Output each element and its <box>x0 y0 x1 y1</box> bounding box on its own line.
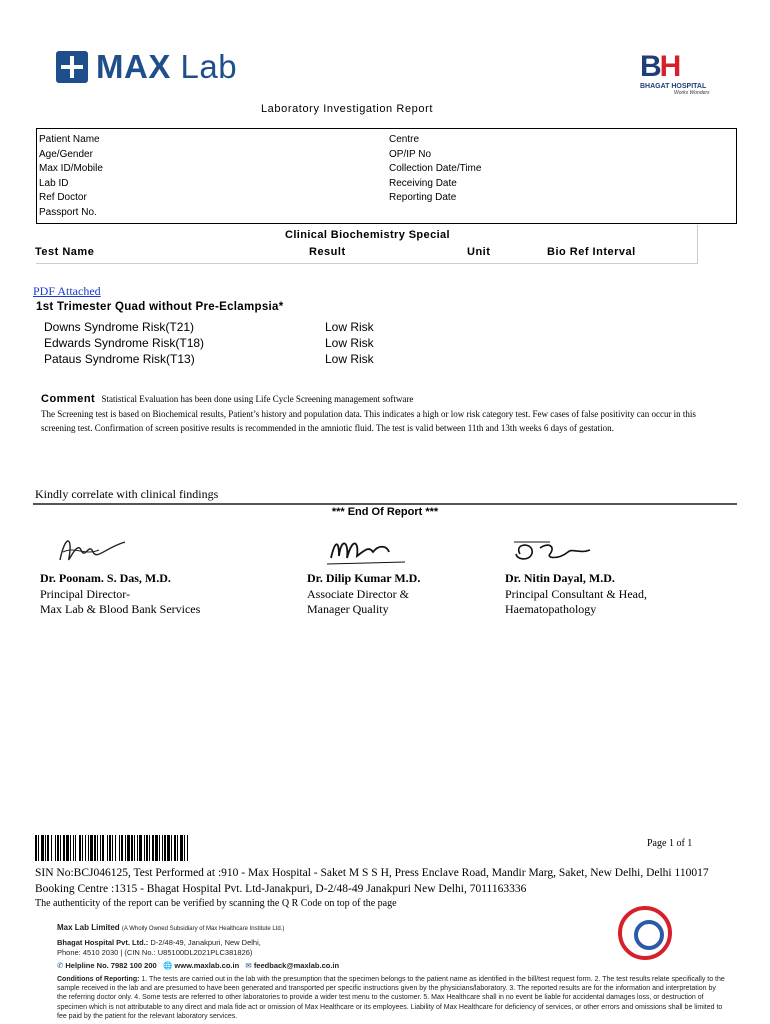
result-value: Low Risk <box>325 352 374 366</box>
patient-fields-right <box>389 133 481 206</box>
comment-text: Statistical Evaluation has been done using Life Cycle Screening management software <box>101 394 414 404</box>
signatory-name: Dr. Dilip Kumar M.D. <box>307 571 421 585</box>
pdf-attached-link[interactable]: PDF Attached <box>33 284 101 298</box>
header-ref-interval: Bio Ref Interval <box>547 246 636 258</box>
conditions-text: 1. The tests are carried out in the lab with the presumption that the specimen belongs to the patient name as identified in the bill/test request form. 2. The test results relate specifically to the sample received in the lab and are presumed to have been generated and transported per specific instructions given by the physicians/laboratory. 3. The reported results are for the information and interpretation by the referring doctor only. 4. Some tests are referred to other laboratories to provide a wider test menu to the customer. 5. Max Healthcare shall in no event be liable for accidental damages loss, or destruction of specimen which is not attributable to any direct and mala fide act or omission of Max Healthcare or its employees. Liability of Max Healthcare for deficiency of services, or other errors and omissions shall be limited to fee paid by the patient for the relevant laboratory services. <box>57 976 725 1020</box>
barcode-bar <box>188 835 189 861</box>
signature-image <box>510 536 600 568</box>
logo-letter-h: H <box>659 50 680 83</box>
field-label: Ref Doctor <box>39 192 87 204</box>
result-value: Low Risk <box>325 320 374 334</box>
comment <box>41 393 413 405</box>
sample-info <box>35 865 709 897</box>
signatory-title: Principal Director- <box>40 586 131 601</box>
max-cross-icon <box>56 51 88 83</box>
header-unit: Unit <box>467 246 491 258</box>
end-divider <box>33 503 737 505</box>
footer-helpline: Helpline No. 7982 100 200 <box>65 961 157 970</box>
sin-line: SIN No:BCJ046125, Test Performed at :910 - Max Hospital - Saket M S S H, Press Enclave Road, Mandir Marg, Saket, New Delhi, Delhi 110017 <box>35 867 709 879</box>
field-label: Reporting Date <box>389 192 457 204</box>
header-divider <box>36 263 698 264</box>
signatory-title: Haematopathology <box>505 602 597 616</box>
footer-website[interactable]: www.maxlab.co.in <box>174 961 240 970</box>
signatory-title: Principal Consultant & Head, <box>505 586 647 601</box>
footer-company-note: (A Wholly Owned Subsidiary of Max Healthcare Institute Ltd.) <box>121 926 285 932</box>
field-label: Collection Date/Time <box>389 163 482 175</box>
header-right-border <box>697 225 698 264</box>
signatory-title: Max Lab & Blood Bank Services <box>40 602 201 616</box>
nabh-seal-icon <box>618 906 672 960</box>
footer-hospital-address: D-2/48-49, Janakpuri, New Delhi, <box>150 938 261 947</box>
field-label: Lab ID <box>39 177 69 189</box>
field-label: Max ID/Mobile <box>39 163 103 175</box>
footer-phone: Phone: 4510 2030 | (CIN No.: U85100DL2021PLC381826) <box>57 948 253 957</box>
authenticity-note: The authenticity of the report can be verified by scanning the Q R Code on top of the page <box>35 898 397 909</box>
result-name: Downs Syndrome Risk(T21) <box>44 320 195 334</box>
test-name: 1st Trimester Quad without Pre-Eclampsia* <box>36 301 284 313</box>
end-of-report: *** End Of Report *** <box>331 506 439 518</box>
phone-icon: ✆ <box>57 961 64 970</box>
comment-label: Comment <box>41 393 96 405</box>
globe-icon: 🌐 <box>162 961 173 970</box>
signatory-name: Dr. Poonam. S. Das, M.D. <box>40 571 171 585</box>
field-label: Centre <box>389 134 420 145</box>
kindly-correlate: Kindly correlate with clinical findings <box>35 487 219 501</box>
conditions-label: Conditions of Reporting: <box>57 976 140 983</box>
result-value: Low Risk <box>325 336 374 350</box>
logo-brand-rest: Lab <box>180 48 238 85</box>
signature-image <box>325 528 410 570</box>
signatory-title: Associate Director & <box>307 586 409 601</box>
signatory-title: Manager Quality <box>307 602 389 616</box>
logo-letter-b: B <box>640 50 660 83</box>
patient-fields-left <box>39 133 103 221</box>
footer-company: Max Lab Limited <box>57 923 120 932</box>
logo-brand-bold: MAX <box>96 48 171 85</box>
partner-tagline: Works Wonders <box>674 90 710 96</box>
signature-image <box>55 530 130 570</box>
bhagat-hospital-logo <box>640 52 720 104</box>
field-label: OP/IP No <box>389 148 432 160</box>
max-lab-logo <box>56 48 237 86</box>
report-title: Laboratory Investigation Report <box>260 103 434 115</box>
booking-line: Booking Centre :1315 - Bhagat Hospital Pvt. Ltd-Janakpuri, D-2/48-49 Janakpuri New Delhi, 7011163336 <box>35 883 527 895</box>
signatory <box>505 571 647 618</box>
page-number: Page 1 of 1 <box>647 838 693 849</box>
header-result: Result <box>309 246 346 258</box>
section-heading: Clinical Biochemistry Special <box>284 229 451 241</box>
result-name: Pataus Syndrome Risk(T13) <box>44 352 195 366</box>
sample-barcode <box>35 835 316 861</box>
result-name: Edwards Syndrome Risk(T18) <box>44 336 205 350</box>
field-label: Patient Name <box>39 134 100 145</box>
header-test-name: Test Name <box>35 246 95 258</box>
signatory <box>307 571 420 618</box>
footer-hospital: Bhagat Hospital Pvt. Ltd.: <box>57 938 149 947</box>
signatory-name: Dr. Nitin Dayal, M.D. <box>505 571 615 585</box>
field-label: Receiving Date <box>389 177 457 189</box>
mail-icon: ✉ <box>245 961 252 970</box>
partner-name: BHAGAT HOSPITAL <box>640 83 707 90</box>
interpretation-note: The Screening test is based on Biochemical results, Patient’s history and population data. This indicates a high or low risk category test. Few cases of false positivity can occur in this screening test. Confirmation of screen positive results is recommended in the amniotic fluid. The test is valid between 11th and 13th weeks 6 days of gestation. <box>41 409 696 433</box>
signatory <box>40 571 200 618</box>
footer-email[interactable]: feedback@maxlab.co.in <box>253 961 340 970</box>
patient-info-box <box>36 128 737 224</box>
field-label: Passport No. <box>39 206 97 218</box>
field-label: Age/Gender <box>39 148 93 160</box>
